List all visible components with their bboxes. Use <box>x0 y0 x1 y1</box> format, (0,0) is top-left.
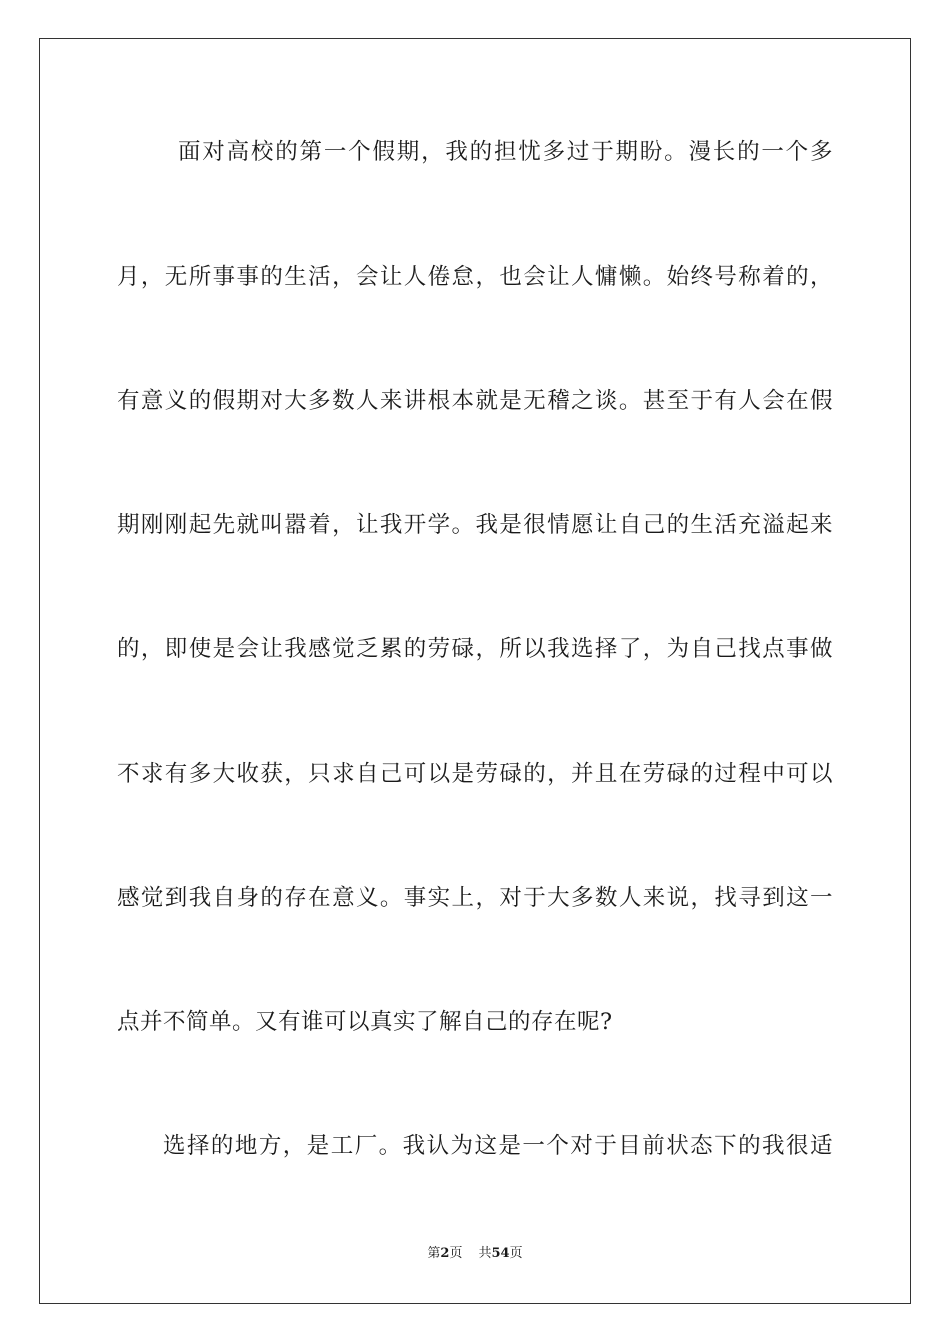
page-suffix: 页 <box>449 1246 463 1261</box>
page-prefix: 第 <box>427 1246 441 1261</box>
body-line-8: 点并不简单。又有谁可以真实了解自己的存在呢? <box>117 1009 613 1035</box>
body-line-9: 选择的地方，是工厂。我认为这是一个对于目前状态下的我很适 <box>163 1133 833 1159</box>
body-line-6: 不求有多大收获，只求自己可以是劳碌的，并且在劳碌的过程中可以 <box>117 761 833 787</box>
page-number: 2 <box>440 1246 450 1261</box>
body-line-2: 月，无所事事的生活，会让人倦怠，也会让人慵懒。始终号称着的， <box>117 264 833 290</box>
page-border <box>39 38 911 1304</box>
body-line-3: 有意义的假期对大多数人来讲根本就是无稽之谈。甚至于有人会在假 <box>117 388 833 414</box>
page-footer <box>0 1245 950 1263</box>
total-prefix: 共 <box>478 1246 492 1261</box>
total-pages: 54 <box>491 1246 510 1261</box>
total-suffix: 页 <box>509 1246 523 1261</box>
body-line-1: 面对高校的第一个假期，我的担忧多过于期盼。漫长的一个多 <box>178 139 833 165</box>
body-line-7: 感觉到我自身的存在意义。事实上，对于大多数人来说，找寻到这一 <box>117 885 833 911</box>
body-line-5: 的，即使是会让我感觉乏累的劳碌，所以我选择了，为自己找点事做 <box>117 636 833 662</box>
body-line-4: 期刚刚起先就叫嚣着，让我开学。我是很情愿让自己的生活充溢起来 <box>117 512 833 538</box>
